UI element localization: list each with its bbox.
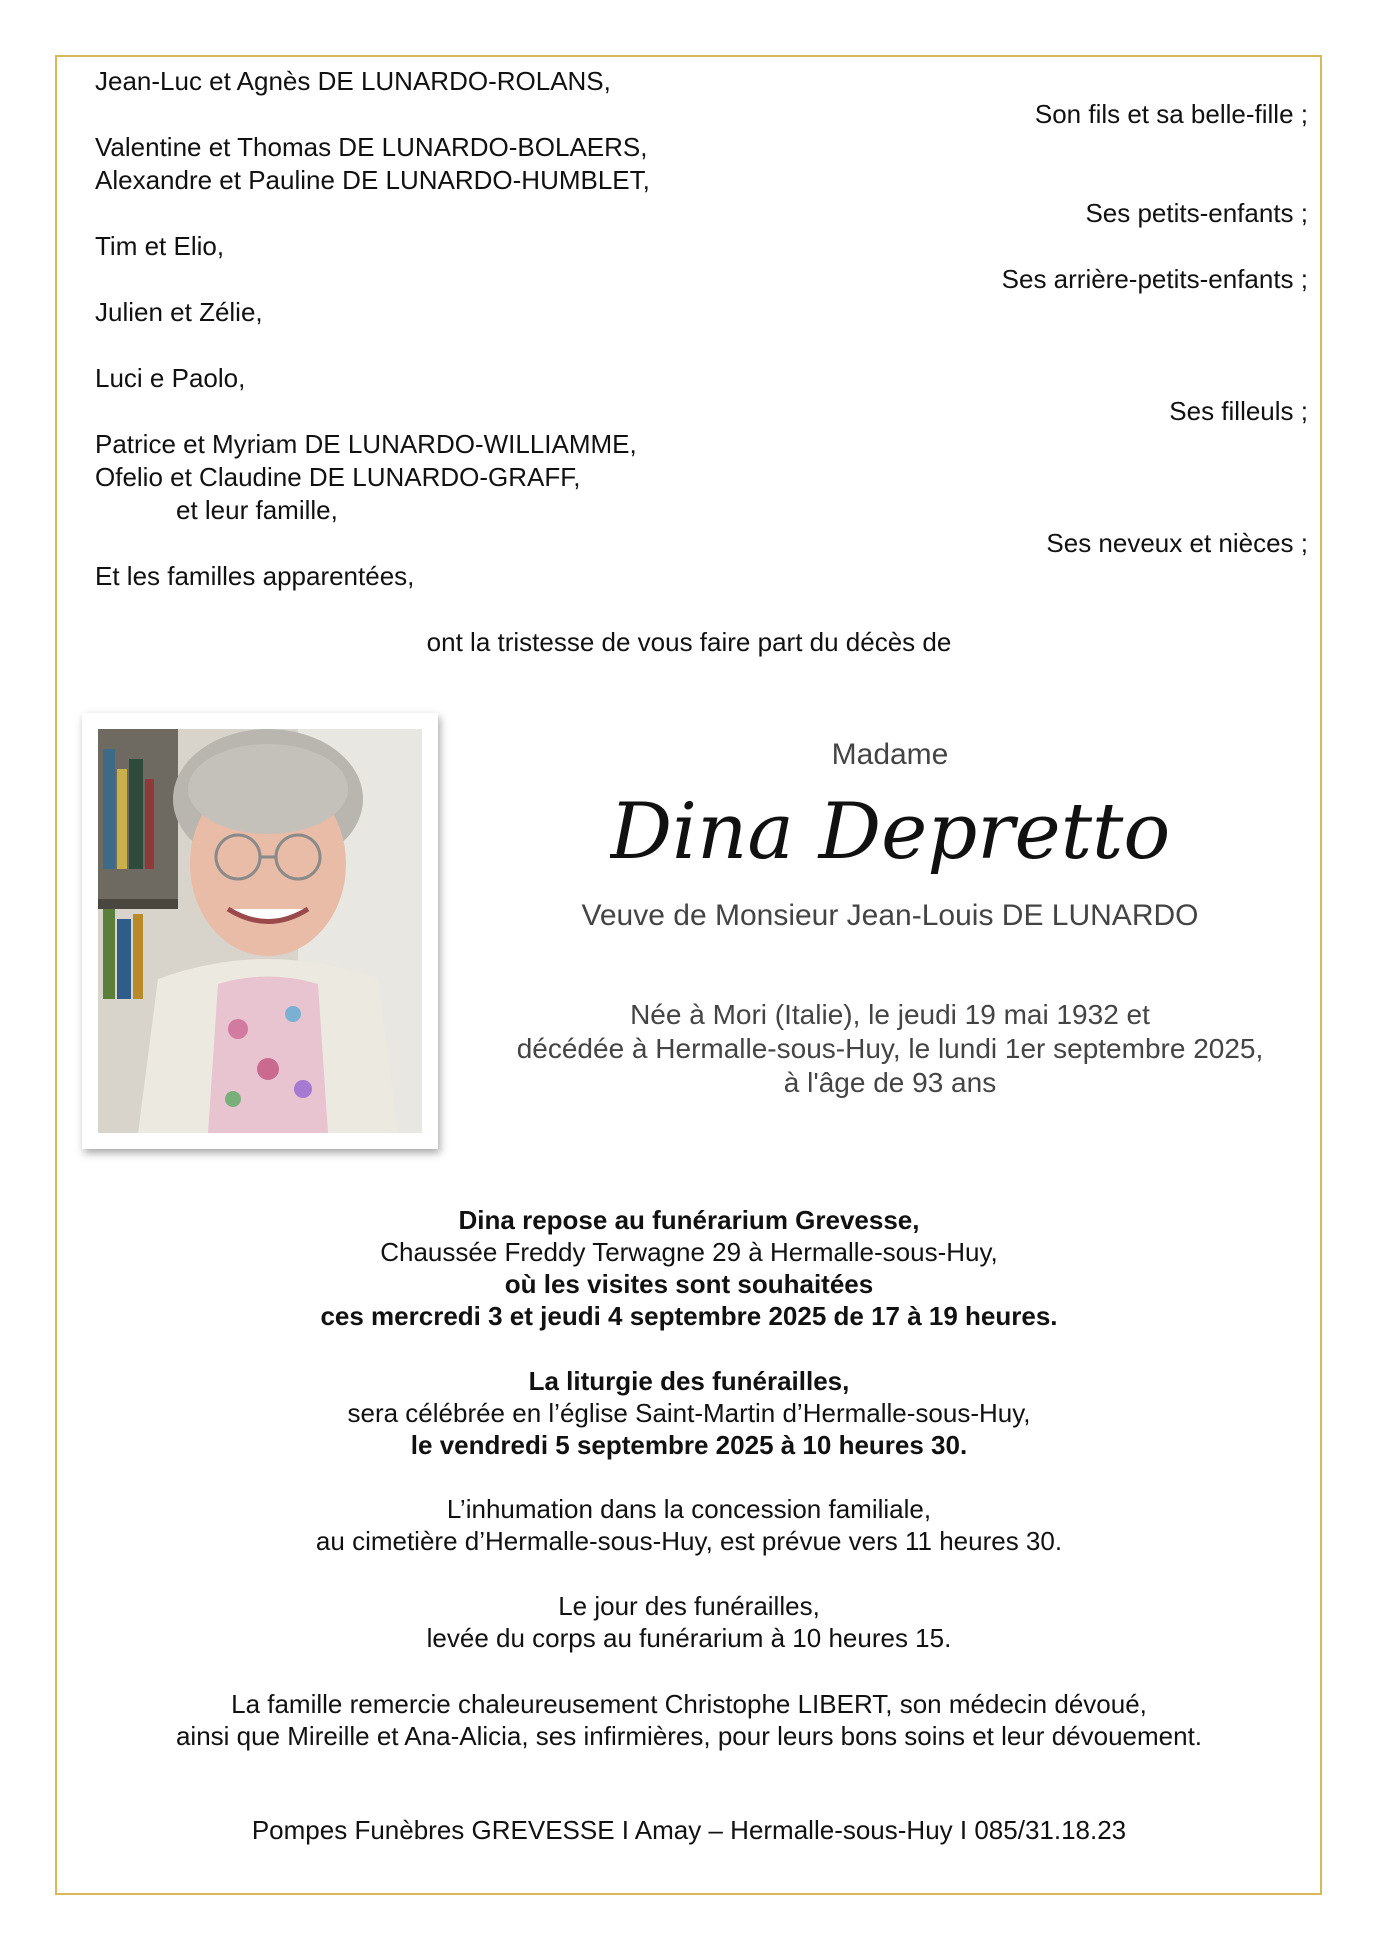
visitation-address: Chaussée Freddy Terwagne 29 à Hermalle-sous-Huy, bbox=[380, 1237, 998, 1267]
death-line: décédée à Hermalle-sous-Huy, le lundi 1er septembre 2025, bbox=[516, 1033, 1264, 1064]
visitation-line: où les visites sont souhaitées bbox=[504, 1269, 874, 1299]
liturgy-place: sera célébrée en l’église Saint-Martin d’Hermalle-sous-Huy, bbox=[347, 1398, 1031, 1428]
relation-grandchildren: Ses petits-enfants ; bbox=[1085, 198, 1308, 228]
birth-line: Née à Mori (Italie), le jeudi 19 mai 1932 et bbox=[630, 999, 1150, 1030]
relation-son: Son fils et sa belle-fille ; bbox=[1034, 99, 1308, 129]
funeral-home-footer: Pompes Funèbres GREVESSE I Amay – Hermalle-sous-Huy I 085/31.18.23 bbox=[251, 1815, 1127, 1845]
liturgy-line: La liturgie des funérailles, bbox=[528, 1366, 850, 1396]
portrait-photo bbox=[98, 729, 422, 1133]
relation-godchildren: Ses filleuls ; bbox=[1169, 396, 1308, 426]
visitation-dates: ces mercredi 3 et jeudi 4 septembre 2025 de 17 à 19 heures. bbox=[320, 1301, 1058, 1331]
family-great-grandchildren: Tim et Elio, bbox=[95, 231, 225, 261]
family-nephew-family: et leur famille, bbox=[176, 495, 338, 525]
family-nephew: Patrice et Myriam DE LUNARDO-WILLIAMME, bbox=[95, 429, 637, 459]
family-nephew: Ofelio et Claudine DE LUNARDO-GRAFF, bbox=[95, 462, 581, 492]
family-grandchild: Valentine et Thomas DE LUNARDO-BOLAERS, bbox=[95, 132, 648, 162]
life-dates bbox=[480, 998, 1300, 1100]
age-line: à l'âge de 93 ans bbox=[783, 1067, 997, 1098]
widow-of: Veuve de Monsieur Jean-Louis DE LUNARDO bbox=[581, 899, 1199, 932]
family-godchildren: Luci e Paolo, bbox=[95, 363, 246, 393]
burial-block bbox=[0, 1493, 1378, 1557]
portrait-frame bbox=[82, 713, 438, 1149]
liturgy-date: le vendredi 5 septembre 2025 à 10 heures 30. bbox=[410, 1430, 968, 1460]
deceased-name bbox=[480, 778, 1300, 908]
relation-great-grandchildren: Ses arrière-petits-enfants ; bbox=[1001, 264, 1308, 294]
liturgy-block bbox=[0, 1365, 1378, 1461]
family-grandchild: Alexandre et Pauline DE LUNARDO-HUMBLET, bbox=[95, 165, 650, 195]
family-great-grandchildren: Julien et Zélie, bbox=[95, 297, 263, 327]
relation-nephews: Ses neveux et nièces ; bbox=[1046, 528, 1308, 558]
departure-line: levée du corps au funérarium à 10 heures 15. bbox=[426, 1623, 952, 1653]
announcement-text: ont la tristesse de vous faire part du décès de bbox=[426, 627, 952, 657]
thanks-line: ainsi que Mireille et Ana-Alicia, ses infirmières, pour leurs bons soins et leur dévouement. bbox=[175, 1721, 1203, 1751]
departure-block bbox=[0, 1590, 1378, 1654]
thanks-block bbox=[0, 1688, 1378, 1752]
visitation-block bbox=[0, 1204, 1378, 1332]
deceased-name-text: Dina Depretto bbox=[610, 787, 1170, 877]
visitation-line: Dina repose au funérarium Grevesse, bbox=[458, 1205, 920, 1235]
family-related: Et les familles apparentées, bbox=[95, 561, 415, 591]
burial-line: L’inhumation dans la concession familiale, bbox=[446, 1494, 932, 1524]
departure-line: Le jour des funérailles, bbox=[558, 1591, 820, 1621]
deceased-title: Madame bbox=[831, 738, 949, 771]
deceased-name-script bbox=[610, 778, 1170, 898]
family-son: Jean-Luc et Agnès DE LUNARDO-ROLANS, bbox=[95, 66, 611, 96]
burial-line: au cimetière d’Hermalle-sous-Huy, est prévue vers 11 heures 30. bbox=[315, 1526, 1063, 1556]
thanks-line: La famille remercie chaleureusement Christophe LIBERT, son médecin dévoué, bbox=[231, 1689, 1147, 1719]
